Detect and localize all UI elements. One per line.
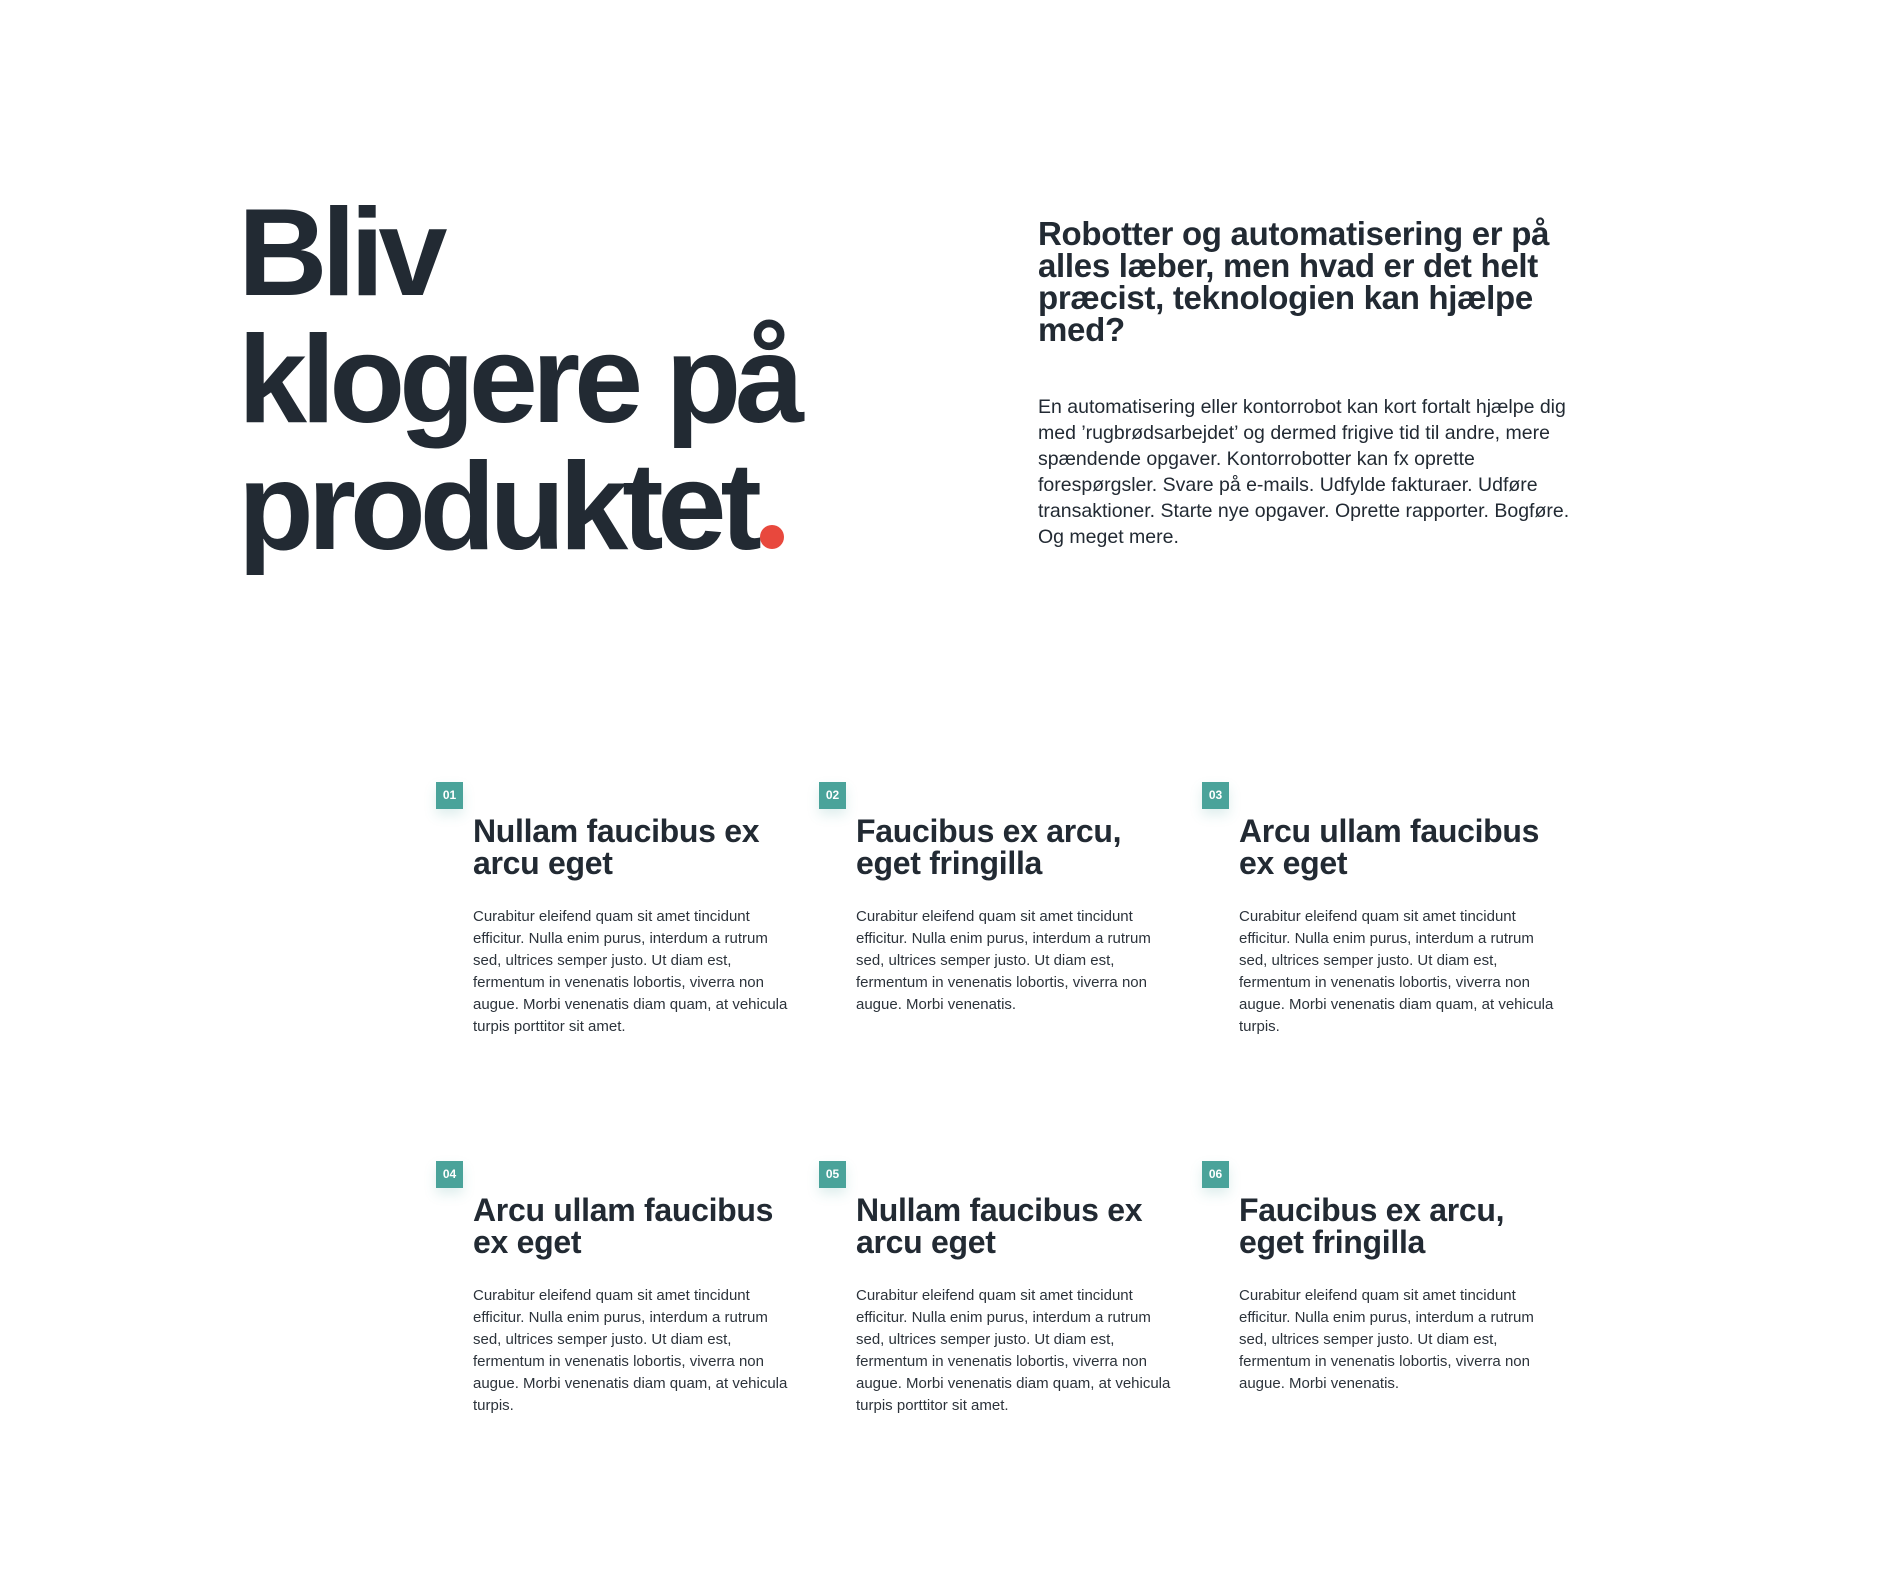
hero-title-line-3: produktet	[238, 438, 756, 576]
hero-title-line-3-wrapper	[238, 438, 798, 576]
feature-number-badge: 04	[436, 1161, 463, 1188]
feature-title: Arcu ullam faucibus ex eget	[1239, 813, 1540, 881]
feature-card-05	[819, 1161, 1202, 1540]
feature-description: Curabitur eleifend quam sit amet tincidunt efficitur. Nulla enim purus, interdum a rutrum sed, ultrices semper justo. Ut diam est, fermentum in venenatis lobortis, viverra non augue. Morbi venenatis diam quam, at vehicula turpis porttitor sit amet.	[856, 1287, 1171, 1414]
intro-body: En automatisering eller kontorrobot kan kort fortalt hjælpe dig med ’rugbrødsarbejdet’ og dermed frigive tid til andre, mere spændende opgaver. Kontorrobotter kan fx oprette forespørgsler. Svare på e-mails. Udfylde fakturaer. Udføre transaktioner. Starte nye opgaver. Oprette rapporter. Bogføre. Og meget mere.	[1038, 396, 1570, 548]
feature-number-badge: 06	[1202, 1161, 1229, 1188]
hero-title	[238, 184, 799, 576]
feature-number-badge: 01	[436, 782, 463, 809]
feature-title: Arcu ullam faucibus ex eget	[473, 1192, 774, 1260]
hero-title-line-1: Bliv	[238, 184, 442, 322]
feature-number-badge: 03	[1202, 782, 1229, 809]
feature-card-06	[1202, 1161, 1532, 1540]
feature-card-02	[819, 782, 1202, 1161]
feature-description: Curabitur eleifend quam sit amet tincidunt efficitur. Nulla enim purus, interdum a rutrum sed, ultrices semper justo. Ut diam est, fermentum in venenatis lobortis, viverra non augue. Morbi venenatis diam quam, at vehicula turpis.	[473, 1287, 788, 1414]
feature-description: Curabitur eleifend quam sit amet tincidunt efficitur. Nulla enim purus, interdum a rutrum sed, ultrices semper justo. Ut diam est, fermentum in venenatis lobortis, viverra non augue. Morbi venenatis.	[1239, 1287, 1534, 1392]
feature-card-04	[436, 1161, 819, 1540]
accent-dot-icon	[760, 525, 784, 549]
feature-card-03	[1202, 782, 1554, 1161]
feature-number-badge: 02	[819, 782, 846, 809]
feature-title: Nullam faucibus ex arcu eget	[473, 813, 760, 881]
feature-description: Curabitur eleifend quam sit amet tincidunt efficitur. Nulla enim purus, interdum a rutrum sed, ultrices semper justo. Ut diam est, fermentum in venenatis lobortis, viverra non augue. Morbi venenatis diam quam, at vehicula turpis.	[1239, 908, 1554, 1035]
features-grid	[436, 782, 1554, 1540]
feature-number-badge: 05	[819, 1161, 846, 1188]
hero-title-line-2: klogere på	[238, 311, 799, 449]
feature-title: Faucibus ex arcu, eget fringilla	[1239, 1192, 1505, 1260]
intro-heading: Robotter og automatisering er på alles læber, men hvad er det helt præcist, teknologien kan hjælpe med?	[1038, 215, 1550, 348]
intro-section	[1038, 215, 1598, 550]
feature-description: Curabitur eleifend quam sit amet tincidunt efficitur. Nulla enim purus, interdum a rutrum sed, ultrices semper justo. Ut diam est, fermentum in venenatis lobortis, viverra non augue. Morbi venenatis diam quam, at vehicula turpis porttitor sit amet.	[473, 908, 788, 1035]
feature-description: Curabitur eleifend quam sit amet tincidunt efficitur. Nulla enim purus, interdum a rutrum sed, ultrices semper justo. Ut diam est, fermentum in venenatis lobortis, viverra non augue. Morbi venenatis.	[856, 908, 1151, 1013]
feature-card-01	[436, 782, 819, 1161]
feature-title: Faucibus ex arcu, eget fringilla	[856, 813, 1122, 881]
feature-title: Nullam faucibus ex arcu eget	[856, 1192, 1143, 1260]
